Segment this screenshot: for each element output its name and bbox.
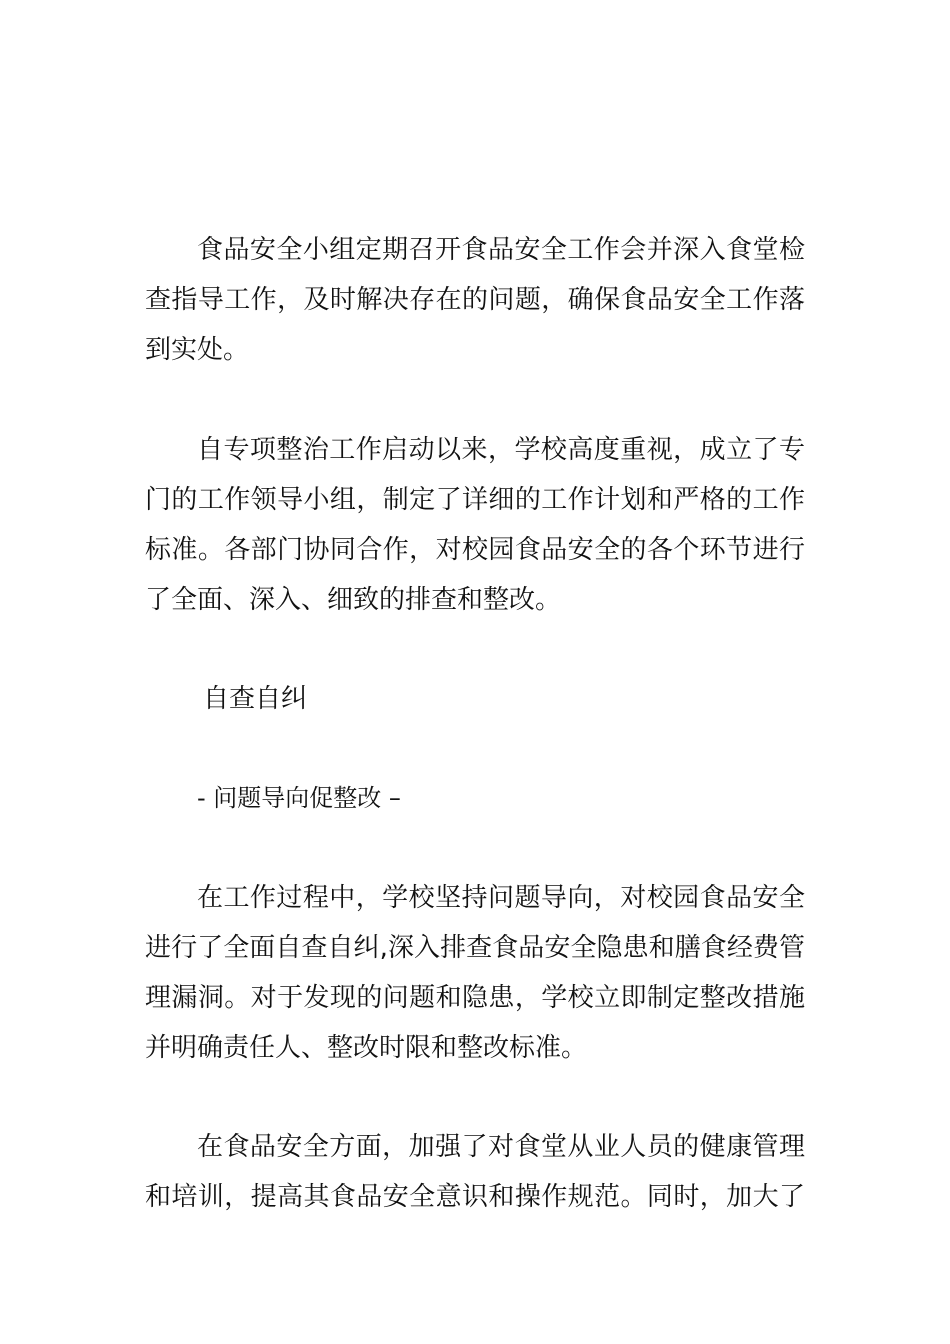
paragraph-line: 标准。各部门协同合作，对校园食品安全的各个环节进行	[145, 535, 805, 565]
paragraph-line: 了全面、深入、细致的排查和整改。	[145, 585, 562, 615]
paragraph-line: 和培训，提高其食品安全意识和操作规范。同时，加大了	[145, 1182, 805, 1212]
paragraph-line: 在工作过程中，学校坚持问题导向，对校园食品安全	[197, 883, 805, 913]
section-subtitle: - 问题导向促整改 –	[197, 784, 401, 812]
paragraph-line: 进行了全面自查自纠,深入排查食品安全隐患和膳食经费管	[145, 933, 805, 963]
paragraph-line: 自专项整治工作启动以来，学校高度重视，成立了专	[197, 435, 805, 465]
paragraph-line: 查指导工作，及时解决存在的问题，确保食品安全工作落	[145, 285, 805, 315]
paragraph-line: 到实处。	[145, 335, 250, 365]
paragraph-line: 理漏洞。对于发现的问题和隐患，学校立即制定整改措施	[145, 983, 805, 1013]
paragraph-line: 并明确责任人、整改时限和整改标准。	[145, 1033, 588, 1063]
section-title: 自查自纠	[203, 684, 308, 714]
paragraph-line: 门的工作领导小组，制定了详细的工作计划和严格的工作	[145, 485, 805, 515]
paragraph-line: 在食品安全方面，加强了对食堂从业人员的健康管理	[197, 1132, 805, 1162]
paragraph-line: 食品安全小组定期召开食品安全工作会并深入食堂检	[197, 235, 805, 265]
paragraph-4	[145, 1122, 805, 1222]
paragraph-2	[145, 425, 805, 625]
paragraph-1	[145, 225, 805, 375]
paragraph-3	[145, 873, 805, 1073]
